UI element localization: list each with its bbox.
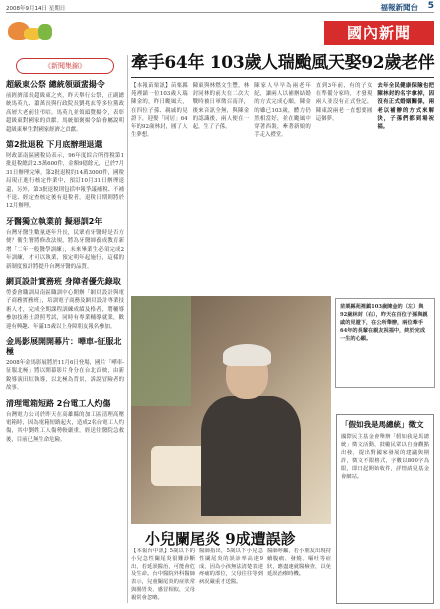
second-story-body: [131, 548, 331, 604]
decorative-logo-icon: [8, 18, 88, 44]
main-story: [131, 52, 435, 139]
brief-item: [6, 337, 124, 393]
story-column: 【本報苗栗訊】苗栗縣苑裡鎮一位103歲人瑞陳金的，昨日颱風天，在四位子孫、親戚的見證下，迎娶「同居」64年的92歲林封，圓了人生夢想。: [131, 83, 188, 139]
page-number: 5: [427, 1, 434, 11]
newspaper-brand: 福報新聞台: [380, 3, 418, 12]
story-column: 醫師呼籲，若小朋友出現持續腹痛、發燒、嘔吐等症狀，應盡速就醫檢查，以免延誤治療時機。: [267, 548, 331, 578]
main-headline: 牽手64年 103歲人瑞颱風天娶92歲老伴: [131, 53, 435, 73]
brief-title: 牙醫獨立執業前 擬惡訓2年: [6, 216, 103, 226]
news-briefs-column: [6, 50, 124, 606]
brief-body: 台灣牙醫生數量逐年升長，民眾看牙醫時是否方便？衛生署將修改法規，將為牙醫師養成教育新增「二年一般醫學訓練」，未來畢業生必須完成2年訓練，才可以執業，預定明年起施行，這樣的新制度預計將提升台灣牙醫的品質。: [6, 229, 124, 270]
story-column: 醫師指出，5歲以下小兒急性闌尾炎的誤診率高達9成，因為小孩無法清楚表達疼痛的部位，父母往往等到病況嚴重才送醫。: [199, 548, 263, 586]
sidebar-body: 國際民主基金會舉辦「假如我是馬總統」徵文活動，鼓勵民眾以自身觀點出發，提出對國家發展的建議與期許，徵文不限格式，字數以800字為限，即日起開始收件，詳情請見基金會網站。: [341, 434, 429, 480]
section-header: [0, 15, 440, 48]
brief-item: [6, 140, 124, 211]
brief-title: 金馬影展開開幕片：嘩車-征服北極: [6, 336, 122, 356]
brief-item: [6, 277, 124, 331]
sidebar-box: [336, 414, 434, 604]
brief-body: 2008年金馬影展將於11月6日登場，國片「嘩車-征服北極」將以開幕影片身分在台北首映，由新銳導演田紅執導，以北極為背景，訴說冒險者的故事。: [6, 359, 124, 392]
brief-title: 清理電箱短路 2台電工人灼傷: [6, 398, 111, 408]
briefs-label: 《新聞集錦》: [16, 58, 114, 74]
brief-body: 財政部南區國稅局表示，96年度綜合所得稅第1批退稅總計2.5萬600件，金額9億餘元，已於7月31日辦理完畢。第2批退稅約14萬3000件，國稅局現正進行核定作業中，預訂10月31日辦理退還，另外，第3批退稅則包括申報爭議補稅、不補不退、經定查核定後有退稅者，退稅日期則將於12月辦理。: [6, 153, 124, 210]
brief-title: 超級東公祭 總統領頭蜚揚令: [6, 80, 105, 89]
brief-body: 勞委會職訓局南區職訓中心開辦「網頁設計與電子商務實務班」，培訓電子商務及網頁設計專業技術人才，完成全期課程訓練成績及格者，將輔導參加技術士證照考試，同時有專業輔導就業，歡迎有興趣、年滿15歲以上身障朋友報名參加。: [6, 289, 124, 330]
sidebar-title: 「假如我是馬總統」徵文: [341, 420, 424, 429]
brief-title: 網頁設計實務班 身障者優先錄取: [6, 276, 121, 286]
headline-rule: [131, 77, 434, 78]
main-story-body: [131, 82, 434, 292]
brief-body: 台灣電力公司於昨天在高雄縣的加工區清理高壓電箱時，因為電箱短路起火，造成2名台電工人灼傷，其中劉姓工人傷勢較嚴重，經送往醫院急救後，目前已無生命危險。: [6, 411, 124, 443]
brief-item: [6, 399, 124, 445]
brief-item: [6, 217, 124, 271]
main-photo: [131, 296, 331, 524]
top-divider: [6, 12, 434, 13]
photo-caption: 苗栗縣苑裡鎮103歲陳金的（左）與92歲林封（右），昨天在百位子孫與親戚的見證下，在公所舉辦，兩位牽手64年的長輩在親友祝福中，終於完成一生的心願。: [335, 298, 435, 388]
brief-body: 前經濟部長超級東之夾，昨天舉行公祭，正副總統馬英九、蕭萬長與行政院長劉兆玄等多位黨政高層大老前往弔唁。馬英九並領頭覽揚令，表彰超級東對國家的貢獻。馬統頒褒揚令給眷屬說明超級東畢生對國家經濟之貢獻。: [6, 93, 124, 133]
brief-title: 第2批退稅 下月底辦理退還: [6, 140, 103, 150]
story-column: 直到3年前，有的子女在準備分家時，才發現兩人並沒有正式登記，陳東說兩老一直想要圓這個夢。: [315, 83, 373, 122]
issue-date: 2008年9月14日 星期日: [6, 6, 66, 12]
section-title: 國內新聞: [324, 21, 434, 45]
story-column: 陳家人早早為兩老年紀，讓兩人以補辦結婚的方式完成心願，陳金的雖已103歲，體力仍然相當好，並在颱風中穿著西裝，牽著新娘的手走入禮堂。: [254, 83, 311, 139]
story-column: 去年全民健康保險也把陳林封的名字拿掉，因沒有正式婚姻關係，兩老以補辦的方式來解決，子孫們都到場祝福。: [377, 83, 434, 131]
story-column: 【本報台中訊】5歲以下的小兒急性闌尾炎很難診斷出，若延誤醫治，可能會危及生命。台中醫院外科醫師表示，兒童闌尾炎的症狀常與腸胃炎、感冒相似，父母親常會忽略。: [131, 548, 195, 601]
story-column: 陳東與林燃文生豐，林封同林的前夫在二次大戰時被日軍徵召南洋，後來音訊全無，與陳金的認識後，兩人便在一起，生了子孫。: [192, 83, 250, 131]
brief-item: [6, 80, 124, 134]
second-headline: 小兒闌尾炎 9成遭誤診: [145, 530, 296, 548]
column-divider: [127, 55, 128, 603]
